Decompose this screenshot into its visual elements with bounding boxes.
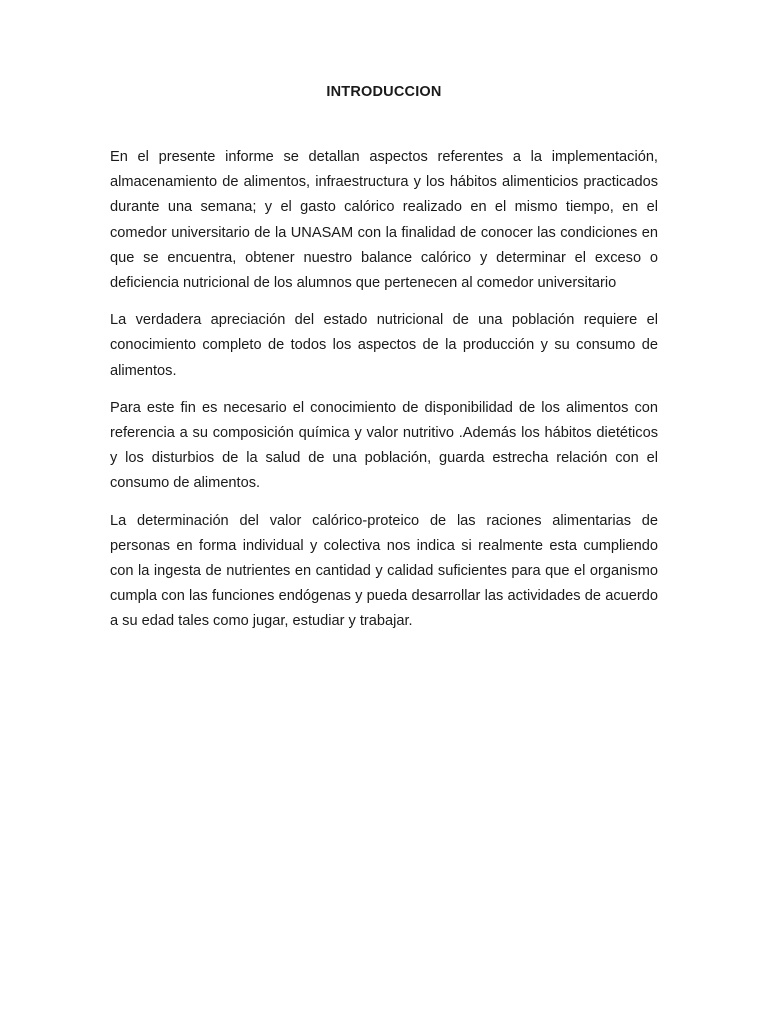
paragraph-1: En el presente informe se detallan aspectos referentes a la implementación, almacenamiento de alimentos, infraestructura y los hábitos alimenticios practicados durante una semana; y el gasto calórico realizado en el mismo tiempo, en el comedor universitario de la UNASAM con la finalidad de conocer las condiciones en que se encuentra, obtener nuestro balance calórico y determinar el exceso o deficiencia nutricional de los alumnos que pertenecen al comedor universitario — [110, 149, 658, 292]
paragraph-2: La verdadera apreciación del estado nutricional de una población requiere el conocimiento completo de todos los aspectos de la producción y su consumo de alimentos. — [110, 312, 658, 379]
page-title: INTRODUCCION — [326, 84, 442, 100]
paragraph-3: Para este fin es necesario el conocimiento de disponibilidad de los alimentos con referencia a su composición química y valor nutritivo .Además los hábitos dietéticos y los disturbios de la salud de una población, guarda estrecha relación con el consumo de alimentos. — [110, 399, 658, 492]
document-body — [110, 145, 658, 647]
paragraph-4: La determinación del valor calórico-proteico de las raciones alimentarias de personas en forma individual y colectiva nos indica si realmente esta cumpliendo con la ingesta de nutrientes en cantidad y calidad suficientes para que el organismo cumpla con las funciones endógenas y pueda desarrollar las actividades de acuerdo a su edad tales como jugar, estudiar y trabajar. — [110, 512, 658, 630]
